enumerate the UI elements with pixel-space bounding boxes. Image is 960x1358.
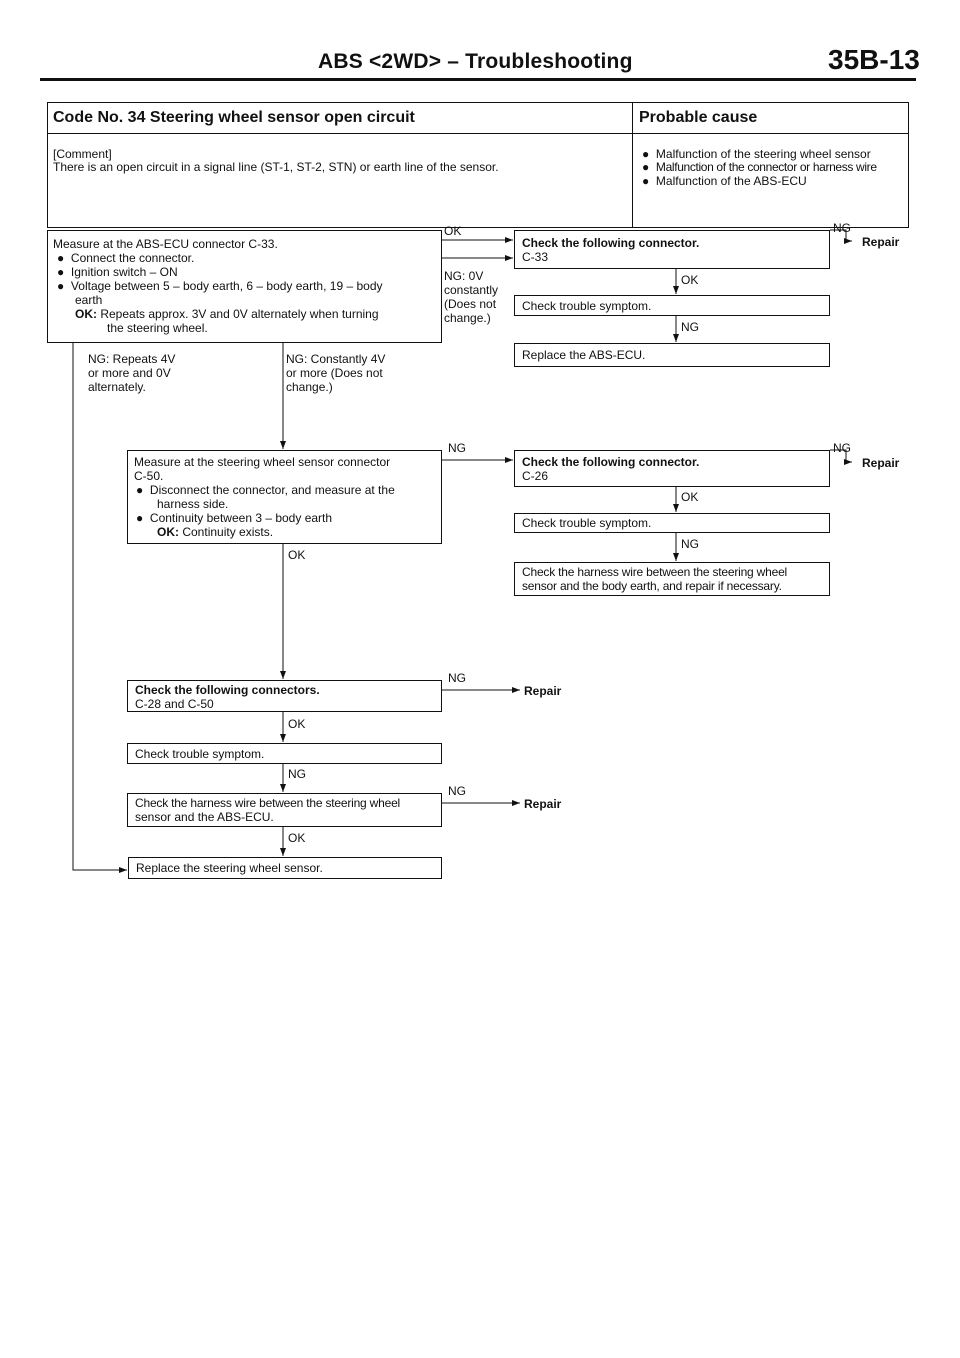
ng-label: NG: 0V — [444, 269, 484, 283]
ng-label: NG — [288, 767, 306, 781]
ng-label: NG — [833, 441, 851, 455]
step-text: OK: Continuity exists. — [157, 525, 274, 539]
step-text: C-33 — [522, 250, 549, 264]
ng-constant-label: or more (Does not — [286, 366, 383, 380]
ng-repeats-label: or more and 0V — [88, 366, 171, 380]
step-text: Check trouble symptom. — [522, 299, 652, 313]
step-text: harness side. — [157, 497, 229, 511]
cause-item: ● Malfunction of the connector or harness wire — [642, 160, 877, 174]
ok-label: OK — [444, 224, 462, 238]
ng-label: NG — [448, 671, 466, 685]
ng-label: NG — [681, 320, 699, 334]
ng-repeats-label: alternately. — [88, 380, 146, 394]
step-text: sensor and the body earth, and repair if necessary. — [522, 579, 782, 593]
ng-constant-label: change.) — [286, 380, 333, 394]
step-text: C-50. — [134, 469, 164, 483]
step-text: ● Voltage between 5 – body earth, 6 – body earth, 19 – body — [57, 279, 383, 293]
step-text: OK: Repeats approx. 3V and 0V alternately when turning — [75, 307, 379, 321]
comment-text: There is an open circuit in a signal line (ST-1, ST-2, STN) or earth line of the sensor. — [53, 160, 499, 174]
repair-label: Repair — [524, 684, 562, 698]
ng-label: NG — [833, 221, 851, 235]
step-text: Check the harness wire between the steering wheel — [522, 565, 788, 579]
repair-label: Repair — [862, 456, 900, 470]
ng-label: NG — [681, 537, 699, 551]
ok-label: OK — [288, 717, 306, 731]
ng-label: change.) — [444, 311, 491, 325]
cause-item: ● Malfunction of the steering wheel sensor — [642, 147, 871, 161]
step-text: Replace the ABS-ECU. — [522, 348, 646, 362]
step-text: ● Connect the connector. — [57, 251, 195, 265]
step-text: Replace the steering wheel sensor. — [136, 861, 323, 875]
step-text: ● Continuity between 3 – body earth — [136, 511, 333, 525]
code-title: Code No. 34 Steering wheel sensor open circuit — [53, 109, 415, 126]
step-text: ● Disconnect the connector, and measure at the — [136, 483, 395, 497]
step-text: ● Ignition switch – ON — [57, 265, 178, 279]
step-text: Check the following connector. — [522, 455, 700, 469]
ng-label: NG — [448, 441, 466, 455]
step-text: Measure at the ABS-ECU connector C-33. — [53, 237, 278, 251]
step-text: earth — [75, 293, 103, 307]
cause-item: ● Malfunction of the ABS-ECU — [642, 174, 807, 188]
repair-label: Repair — [862, 235, 900, 249]
step-text: C-26 — [522, 469, 549, 483]
ng-label: constantly — [444, 283, 499, 297]
ok-label: OK — [288, 548, 306, 562]
ng-repeats-label: NG: Repeats 4V — [88, 352, 176, 366]
ng-constant-label: NG: Constantly 4V — [286, 352, 386, 366]
repair-label: Repair — [524, 797, 562, 811]
page-title: ABS <2WD> – Troubleshooting — [318, 50, 633, 73]
ng-label: NG — [448, 784, 466, 798]
ok-label: OK — [288, 831, 306, 845]
ok-label: OK — [681, 273, 699, 287]
step-text: Check trouble symptom. — [135, 747, 265, 761]
comment-label: [Comment] — [53, 147, 112, 161]
ng-label: (Does not — [444, 297, 497, 311]
step-text: Check trouble symptom. — [522, 516, 652, 530]
step-text: sensor and the ABS-ECU. — [135, 810, 274, 824]
step-text: Check the harness wire between the steering wheel — [135, 796, 401, 810]
step-text: Check the following connector. — [522, 236, 700, 250]
step-text: Check the following connectors. — [135, 683, 320, 697]
step-text: C-28 and C-50 — [135, 697, 214, 711]
page-number: 35B-13 — [828, 44, 920, 75]
step-text: the steering wheel. — [107, 321, 208, 335]
ok-label: OK — [681, 490, 699, 504]
cause-header: Probable cause — [639, 109, 758, 126]
step-text: Measure at the steering wheel sensor connector — [134, 455, 391, 469]
